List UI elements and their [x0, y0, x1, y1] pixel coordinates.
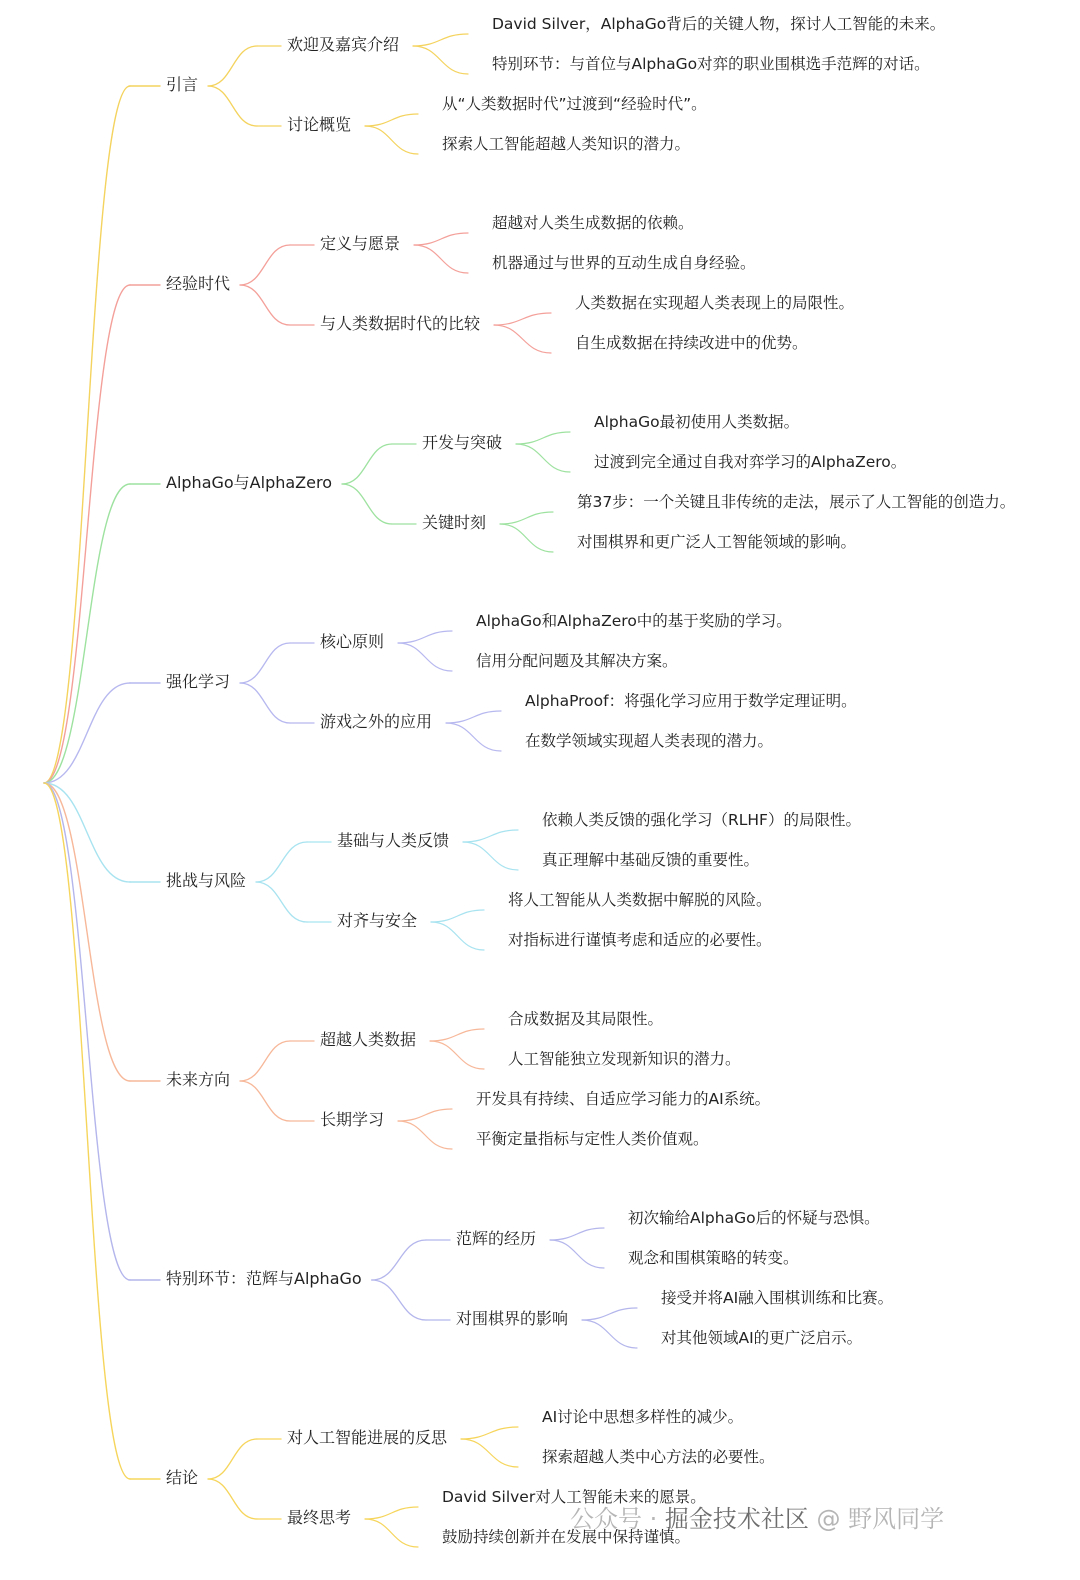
- leaf-item: 初次输给AlphaGo后的怀疑与恐惧。: [628, 1209, 880, 1228]
- watermark-prefix: 公众号 ·: [570, 1505, 665, 1533]
- leaf-item: David Silver，AlphaGo背后的关键人物，探讨人工智能的未来。: [492, 15, 946, 34]
- branch-topic: 未来方向: [166, 1070, 231, 1090]
- subtopic: 对围棋界的影响: [456, 1309, 569, 1329]
- branch-topic: AlphaGo与AlphaZero: [166, 473, 332, 493]
- leaf-item: 自生成数据在持续改进中的优势。: [575, 334, 808, 353]
- leaf-item: 平衡定量指标与定性人类价值观。: [476, 1130, 709, 1149]
- leaf-item: 对围棋界和更广泛人工智能领域的影响。: [577, 533, 857, 552]
- leaf-item: AI讨论中思想多样性的减少。: [542, 1408, 744, 1427]
- leaf-item: 观念和围棋策略的转变。: [628, 1249, 799, 1268]
- leaf-item: AlphaProof：将强化学习应用于数学定理证明。: [525, 692, 857, 711]
- leaf-item: 机器通过与世界的互动生成自身经验。: [492, 254, 756, 273]
- watermark: [570, 1507, 944, 1531]
- leaf-item: 真正理解中基础反馈的重要性。: [542, 851, 760, 870]
- watermark-site: 掘金技术社区: [664, 1505, 809, 1533]
- branch-topic: 经验时代: [166, 274, 231, 294]
- branch-topic: 挑战与风险: [166, 871, 247, 891]
- leaf-item: 特别环节：与首位与AlphaGo对弈的职业围棋选手范辉的对话。: [492, 55, 930, 74]
- branch-topic: 引言: [166, 75, 199, 95]
- leaf-item: 人类数据在实现超人类表现上的局限性。: [575, 294, 855, 313]
- leaf-item: 鼓励持续创新并在发展中保持谨慎。: [442, 1528, 691, 1547]
- leaf-item: 超越对人类生成数据的依赖。: [492, 214, 694, 233]
- leaf-item: 开发具有持续、自适应学习能力的AI系统。: [476, 1090, 771, 1109]
- subtopic: 对齐与安全: [337, 911, 418, 931]
- leaf-item: 第37步：一个关键且非传统的走法，展示了人工智能的创造力。: [577, 493, 1016, 512]
- leaf-item: AlphaGo和AlphaZero中的基于奖励的学习。: [476, 612, 792, 631]
- leaf-item: 探索超越人类中心方法的必要性。: [542, 1448, 775, 1467]
- subtopic: 最终思考: [287, 1508, 352, 1528]
- leaf-item: 探索人工智能超越人类知识的潜力。: [442, 135, 691, 154]
- subtopic: 游戏之外的应用: [320, 712, 433, 732]
- subtopic: 与人类数据时代的比较: [320, 314, 481, 334]
- leaf-item: 对指标进行谨慎考虑和适应的必要性。: [508, 931, 772, 950]
- leaf-item: 从“人类数据时代”过渡到“经验时代”。: [442, 95, 707, 114]
- subtopic: 超越人类数据: [320, 1030, 417, 1050]
- subtopic: 基础与人类反馈: [337, 831, 450, 851]
- leaf-item: David Silver对人工智能未来的愿景。: [442, 1488, 706, 1507]
- leaf-item: 人工智能独立发现新知识的潜力。: [508, 1050, 741, 1069]
- leaf-item: 在数学领域实现超人类表现的潜力。: [525, 732, 774, 751]
- leaf-item: 将人工智能从人类数据中解脱的风险。: [508, 891, 772, 910]
- watermark-author: @ 野风同学: [808, 1505, 945, 1533]
- subtopic: 欢迎及嘉宾介绍: [287, 35, 400, 55]
- subtopic: 开发与突破: [422, 433, 503, 453]
- leaf-item: AlphaGo最初使用人类数据。: [594, 413, 800, 432]
- subtopic: 讨论概览: [287, 115, 352, 135]
- subtopic: 对人工智能进展的反思: [287, 1428, 448, 1448]
- leaf-item: 过渡到完全通过自我对弈学习的AlphaZero。: [594, 453, 907, 472]
- subtopic: 关键时刻: [422, 513, 487, 533]
- leaf-item: 接受并将AI融入围棋训练和比赛。: [661, 1289, 894, 1308]
- subtopic: 定义与愿景: [320, 234, 401, 254]
- leaf-item: 对其他领域AI的更广泛启示。: [661, 1329, 863, 1348]
- leaf-item: 信用分配问题及其解决方案。: [476, 652, 678, 671]
- branch-topic: 特别环节：范辉与AlphaGo: [166, 1269, 362, 1289]
- leaf-item: 合成数据及其局限性。: [508, 1010, 664, 1029]
- branch-topic: 结论: [166, 1468, 199, 1488]
- subtopic: 范辉的经历: [456, 1229, 537, 1249]
- branch-topic: 强化学习: [166, 672, 231, 692]
- leaf-item: 依赖人类反馈的强化学习（RLHF）的局限性。: [542, 811, 861, 830]
- subtopic: 核心原则: [320, 632, 385, 652]
- subtopic: 长期学习: [320, 1110, 385, 1130]
